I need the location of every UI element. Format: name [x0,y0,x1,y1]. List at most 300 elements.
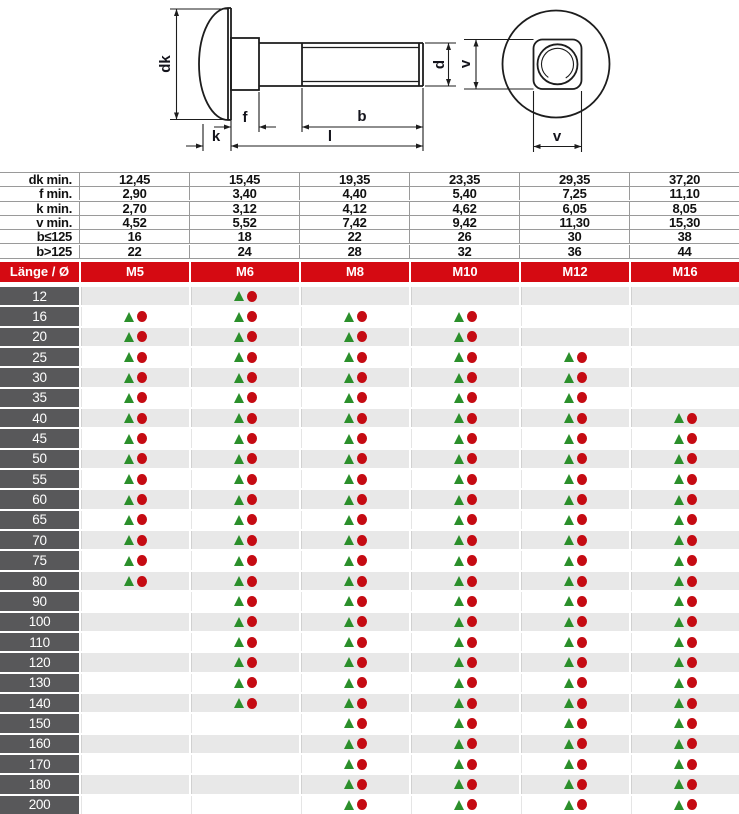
availability-cell-m16 [629,755,739,773]
dimension-value: 24 [189,245,299,258]
availability-cell-m16 [629,735,739,753]
dot-icon [137,514,147,525]
dimension-row-label: b>125 [36,243,72,259]
triangle-icon [564,698,574,708]
dot-icon [357,799,367,810]
dimension-value: 7,25 [519,187,629,200]
dimension-value: 26 [409,230,519,243]
table-row [0,551,739,569]
dot-icon [137,372,147,383]
triangle-icon [564,535,574,545]
triangle-icon [674,657,684,667]
availability-cell-m5 [79,328,189,346]
dot-icon [687,576,697,587]
dot-icon [687,474,697,485]
dot-icon [687,698,697,709]
dot-icon [137,474,147,485]
triangle-icon [674,515,684,525]
dim-label-dk: dk [156,55,174,73]
length-cell: 30 [0,368,79,386]
availability-cell-m10 [409,775,519,793]
size-header-m6: M6 [189,262,299,282]
length-cell: 20 [0,328,79,346]
triangle-icon [234,332,244,342]
triangle-icon [344,657,354,667]
dimension-value: 15,45 [189,173,299,186]
triangle-icon [564,739,574,749]
dimension-value: 2,70 [79,202,189,215]
availability-cell-m16 [629,714,739,732]
availability-cell-m16 [629,694,739,712]
availability-cell-m6 [189,348,299,366]
availability-cell-m12 [519,368,629,386]
availability-cell-m5 [79,653,189,671]
dim-label-b: b [357,108,367,125]
dimension-value: 5,40 [409,187,519,200]
availability-cell-m6 [189,490,299,508]
availability-cell-m12 [519,674,629,692]
availability-cell-m12 [519,409,629,427]
triangle-icon [344,759,354,769]
triangle-icon [234,393,244,403]
triangle-icon [454,718,464,728]
availability-cell-m10 [409,348,519,366]
triangle-icon [234,617,244,627]
triangle-icon [344,332,354,342]
availability-cell-m10 [409,450,519,468]
availability-cell-m10 [409,551,519,569]
dot-icon [247,535,257,546]
dot-icon [577,433,587,444]
table-row [0,490,739,508]
dot-icon [247,453,257,464]
triangle-icon [344,718,354,728]
availability-cell-m10 [409,511,519,529]
triangle-icon [564,759,574,769]
dot-icon [467,555,477,566]
dot-icon [467,677,477,688]
availability-cell-m8 [299,450,409,468]
triangle-icon [564,800,574,810]
triangle-icon [564,596,574,606]
dot-icon [357,657,367,668]
availability-cell-m8 [299,531,409,549]
availability-cell-m8 [299,592,409,610]
availability-cell-m6 [189,633,299,651]
triangle-icon [454,800,464,810]
length-cell: 16 [0,307,79,325]
triangle-icon [124,474,134,484]
dot-icon [577,799,587,810]
dot-icon [687,718,697,729]
triangle-icon [674,576,684,586]
dot-icon [357,453,367,464]
table-row [0,287,739,305]
availability-cell-m10 [409,368,519,386]
availability-cell-m6 [189,287,299,305]
table-row [0,328,739,346]
length-cell: 140 [0,694,79,712]
triangle-icon [344,739,354,749]
table-row [0,429,739,447]
dimension-value: 38 [629,230,739,243]
availability-cell-m8 [299,613,409,631]
size-header-row [0,262,739,282]
availability-cell-m10 [409,592,519,610]
dot-icon [577,779,587,790]
availability-cell-m16 [629,450,739,468]
length-cell: 90 [0,592,79,610]
availability-cell-m8 [299,490,409,508]
dot-icon [357,535,367,546]
dot-icon [577,514,587,525]
dimension-value: 2,90 [79,187,189,200]
dot-icon [137,535,147,546]
availability-cell-m10 [409,653,519,671]
dot-icon [577,596,587,607]
dot-icon [247,596,257,607]
size-header-m10: M10 [409,262,519,282]
dot-icon [467,392,477,403]
triangle-icon [234,678,244,688]
dot-icon [247,616,257,627]
dimension-value: 7,42 [299,216,409,229]
availability-cell-m12 [519,307,629,325]
triangle-icon [454,657,464,667]
dot-icon [687,535,697,546]
triangle-icon [454,454,464,464]
dot-icon [247,555,257,566]
availability-cell-m5 [79,735,189,753]
dim-label-l: l [327,128,333,145]
availability-cell-m8 [299,551,409,569]
triangle-icon [564,434,574,444]
availability-cell-m16 [629,429,739,447]
triangle-icon [234,291,244,301]
dimension-value: 9,42 [409,216,519,229]
dimension-value: 4,52 [79,216,189,229]
triangle-icon [564,556,574,566]
dot-icon [357,392,367,403]
availability-cell-m10 [409,287,519,305]
triangle-icon [454,393,464,403]
availability-cell-m16 [629,307,739,325]
availability-cell-m5 [79,551,189,569]
triangle-icon [344,495,354,505]
availability-cell-m12 [519,389,629,407]
dot-icon [137,392,147,403]
dot-icon [137,555,147,566]
availability-cell-m5 [79,592,189,610]
dot-icon [357,311,367,322]
dot-icon [137,413,147,424]
availability-cell-m8 [299,307,409,325]
triangle-icon [674,779,684,789]
availability-cell-m6 [189,592,299,610]
dot-icon [247,637,257,648]
dim-label-k: k [211,128,221,145]
triangle-icon [564,352,574,362]
dimension-row-label: f min. [39,186,72,202]
availability-cell-m16 [629,490,739,508]
dot-icon [357,718,367,729]
availability-cell-m6 [189,572,299,590]
dot-icon [467,453,477,464]
availability-cell-m10 [409,674,519,692]
triangle-icon [234,373,244,383]
triangle-icon [124,393,134,403]
length-cell: 200 [0,796,79,814]
dimension-value: 11,10 [629,187,739,200]
dimension-value: 11,30 [519,216,629,229]
table-row [0,613,739,631]
dot-icon [247,698,257,709]
dim-label-d: d [430,59,448,70]
availability-cell-m16 [629,674,739,692]
availability-cell-m5 [79,714,189,732]
triangle-icon [454,413,464,423]
availability-cell-m16 [629,653,739,671]
bolt-end-view [503,11,610,118]
length-cell: 55 [0,470,79,488]
availability-cell-m12 [519,572,629,590]
availability-cell-m6 [189,511,299,529]
dot-icon [577,352,587,363]
availability-cell-m16 [629,409,739,427]
availability-cell-m8 [299,735,409,753]
availability-cell-m10 [409,633,519,651]
availability-cell-m5 [79,633,189,651]
availability-cell-m8 [299,775,409,793]
dimension-value: 8,05 [629,202,739,215]
availability-cell-m8 [299,796,409,814]
availability-cell-m10 [409,470,519,488]
availability-cell-m12 [519,633,629,651]
availability-cell-m5 [79,389,189,407]
availability-cell-m8 [299,511,409,529]
triangle-icon [344,678,354,688]
triangle-icon [344,373,354,383]
availability-cell-m10 [409,490,519,508]
triangle-icon [344,535,354,545]
length-cell: 50 [0,450,79,468]
dot-icon [357,555,367,566]
availability-cell-m10 [409,735,519,753]
dimension-row [0,216,739,230]
triangle-icon [564,617,574,627]
dot-icon [247,311,257,322]
table-row [0,674,739,692]
availability-cell-m6 [189,755,299,773]
triangle-icon [674,556,684,566]
dot-icon [247,352,257,363]
availability-cell-m10 [409,755,519,773]
availability-cell-m8 [299,633,409,651]
availability-cell-m12 [519,450,629,468]
availability-cell-m6 [189,389,299,407]
triangle-icon [674,739,684,749]
dimension-value: 3,12 [189,202,299,215]
table-row [0,348,739,366]
availability-cell-m8 [299,755,409,773]
dot-icon [467,311,477,322]
dot-icon [357,596,367,607]
triangle-icon [454,515,464,525]
technical-drawing [0,0,739,170]
dimension-value: 22 [79,245,189,258]
triangle-icon [564,373,574,383]
dot-icon [357,779,367,790]
availability-cell-m10 [409,613,519,631]
length-cell: 130 [0,674,79,692]
availability-cell-m16 [629,796,739,814]
dim-label-f: f [242,109,248,126]
dot-icon [467,759,477,770]
availability-cell-m16 [629,328,739,346]
dot-icon [357,352,367,363]
dot-icon [357,616,367,627]
dot-icon [577,718,587,729]
triangle-icon [454,576,464,586]
dot-icon [577,372,587,383]
availability-cell-m16 [629,368,739,386]
dot-icon [687,738,697,749]
triangle-icon [674,617,684,627]
table-row [0,511,739,529]
dot-icon [467,494,477,505]
bolt-side-view [199,8,423,120]
triangle-icon [564,454,574,464]
triangle-icon [124,434,134,444]
length-cell: 40 [0,409,79,427]
dot-icon [357,413,367,424]
availability-cell-m10 [409,796,519,814]
availability-cell-m10 [409,572,519,590]
availability-cell-m10 [409,429,519,447]
triangle-icon [124,576,134,586]
availability-cell-m12 [519,592,629,610]
table-row [0,531,739,549]
availability-cell-m8 [299,653,409,671]
length-cell: 70 [0,531,79,549]
size-header-m8: M8 [299,262,409,282]
availability-cell-m8 [299,714,409,732]
dimension-value: 4,12 [299,202,409,215]
triangle-icon [234,474,244,484]
length-cell: 120 [0,653,79,671]
dot-icon [467,413,477,424]
table-row [0,450,739,468]
availability-cell-m12 [519,653,629,671]
triangle-icon [344,312,354,322]
availability-cell-m16 [629,633,739,651]
length-cell: 75 [0,551,79,569]
dimension-row-label: k min. [36,200,72,216]
triangle-icon [234,413,244,423]
triangle-icon [564,515,574,525]
length-cell: 60 [0,490,79,508]
triangle-icon [124,352,134,362]
dot-icon [577,637,587,648]
availability-cell-m12 [519,328,629,346]
dot-icon [247,514,257,525]
availability-cell-m6 [189,368,299,386]
triangle-icon [564,474,574,484]
triangle-icon [234,352,244,362]
dimension-row [0,173,739,187]
triangle-icon [234,515,244,525]
dot-icon [577,392,587,403]
dimension-value: 30 [519,230,629,243]
size-header-m16: M16 [629,262,739,282]
availability-cell-m16 [629,389,739,407]
availability-cell-m10 [409,328,519,346]
triangle-icon [124,556,134,566]
availability-cell-m5 [79,511,189,529]
availability-cell-m8 [299,287,409,305]
triangle-icon [124,332,134,342]
availability-cell-m10 [409,694,519,712]
availability-cell-m12 [519,714,629,732]
dot-icon [577,698,587,709]
dimension-row [0,244,739,258]
dot-icon [577,657,587,668]
dot-icon [357,576,367,587]
dot-icon [247,372,257,383]
triangle-icon [344,474,354,484]
triangle-icon [344,454,354,464]
dot-icon [577,413,587,424]
availability-cell-m5 [79,287,189,305]
length-diameter-header: Länge / Ø [0,262,79,282]
availability-cell-m16 [629,572,739,590]
availability-cell-m5 [79,348,189,366]
availability-cell-m12 [519,490,629,508]
dot-icon [687,759,697,770]
triangle-icon [674,678,684,688]
triangle-icon [454,535,464,545]
triangle-icon [124,515,134,525]
availability-cell-m5 [79,450,189,468]
dot-icon [577,738,587,749]
dimension-value: 4,40 [299,187,409,200]
availability-cell-m5 [79,674,189,692]
availability-cell-m5 [79,755,189,773]
availability-cell-m8 [299,328,409,346]
length-cell: 150 [0,714,79,732]
availability-cell-m10 [409,307,519,325]
availability-cell-m12 [519,613,629,631]
length-cell: 100 [0,613,79,631]
dot-icon [577,535,587,546]
triangle-icon [674,495,684,505]
dot-icon [467,596,477,607]
length-cell: 160 [0,735,79,753]
availability-cell-m6 [189,307,299,325]
length-cell: 80 [0,572,79,590]
dot-icon [687,514,697,525]
triangle-icon [234,596,244,606]
dot-icon [467,474,477,485]
availability-cell-m16 [629,775,739,793]
availability-cell-m8 [299,572,409,590]
availability-cell-m6 [189,613,299,631]
table-row [0,592,739,610]
dimension-value: 3,40 [189,187,299,200]
dim-label-v-bottom: v [552,128,562,145]
dot-icon [467,779,477,790]
dimension-table [0,172,739,259]
